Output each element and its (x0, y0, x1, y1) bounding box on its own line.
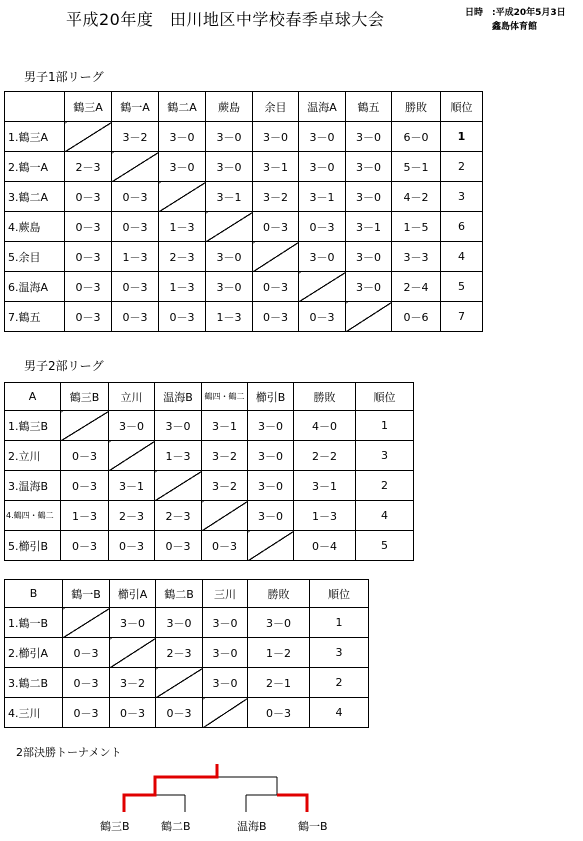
score-cell: 3－0 (346, 182, 392, 212)
column-header: 鶴五 (346, 92, 392, 122)
rank-cell: 7 (441, 302, 483, 332)
column-header: 鶴四・鶴二 (202, 383, 248, 411)
column-header: 順位 (356, 383, 414, 411)
score-cell: 3－1 (202, 411, 248, 441)
score-cell: 0－3 (253, 212, 299, 242)
rank-cell: 2 (356, 471, 414, 501)
score-cell: 2－3 (109, 501, 155, 531)
column-header: 勝敗 (294, 383, 356, 411)
column-header: 櫛引B (248, 383, 294, 411)
rank-cell: 3 (356, 441, 414, 471)
score-cell: 3－1 (299, 182, 346, 212)
score-cell: 2－3 (155, 501, 202, 531)
team-name: 3.鶴二B (5, 668, 63, 698)
score-cell: 0－3 (299, 212, 346, 242)
score-cell: 0－3 (253, 272, 299, 302)
corner-cell: B (5, 580, 63, 608)
team-name: 1.鶴一B (5, 608, 63, 638)
score-cell: 1－3 (159, 272, 206, 302)
column-header: 鶴一B (63, 580, 110, 608)
score-cell: 0－3 (159, 302, 206, 332)
score-cell: 3－0 (110, 608, 156, 638)
winner-path (124, 764, 307, 812)
score-cell: 3－0 (206, 122, 253, 152)
column-header: 勝敗 (248, 580, 310, 608)
score-cell: 3－0 (346, 272, 392, 302)
score-cell: 0－3 (65, 182, 112, 212)
score-cell: 3－1 (346, 212, 392, 242)
score-cell: 2－3 (65, 152, 112, 182)
score-cell: 3－2 (110, 668, 156, 698)
league2-heading: 男子2部リーグ (24, 359, 104, 373)
record-cell: 3－1 (294, 471, 356, 501)
score-cell: 1－3 (206, 302, 253, 332)
column-header: 鶴三A (65, 92, 112, 122)
score-cell: 0－3 (156, 698, 203, 728)
rank-cell: 3 (310, 638, 369, 668)
score-cell: 3－0 (206, 152, 253, 182)
rank-cell: 4 (310, 698, 369, 728)
score-cell: 3－0 (299, 122, 346, 152)
column-header: 鶴二B (156, 580, 203, 608)
record-cell: 1－5 (392, 212, 441, 242)
record-cell: 0－4 (294, 531, 356, 561)
column-header: 三川 (203, 580, 248, 608)
score-cell: 0－3 (65, 242, 112, 272)
score-cell: 0－3 (61, 531, 109, 561)
rank-cell: 1 (441, 122, 483, 152)
score-cell: 3－0 (248, 411, 294, 441)
team-name: 7.鶴五 (5, 302, 65, 332)
column-header: 櫛引A (110, 580, 156, 608)
score-cell: 1－3 (112, 242, 159, 272)
league1-heading: 男子1部リーグ (24, 70, 104, 84)
tournament-heading: 2部決勝トーナメント (16, 746, 122, 759)
score-cell: 3－0 (346, 122, 392, 152)
team-name: 4.鶴四・鶴二 (5, 501, 61, 531)
column-header: 鶴三B (61, 383, 109, 411)
record-cell: 0－3 (248, 698, 310, 728)
column-header: 鶴一A (112, 92, 159, 122)
rank-cell: 4 (356, 501, 414, 531)
score-cell: 3－1 (206, 182, 253, 212)
column-header: 温海A (299, 92, 346, 122)
column-header: 順位 (441, 92, 483, 122)
rank-cell: 4 (441, 242, 483, 272)
team-name: 2.櫛引A (5, 638, 63, 668)
bracket-player: 鶴一B (298, 820, 328, 833)
team-name: 5.櫛引B (5, 531, 61, 561)
score-cell: 0－3 (112, 212, 159, 242)
column-header: 温海B (155, 383, 202, 411)
record-cell: 6－0 (392, 122, 441, 152)
column-header: 勝敗 (392, 92, 441, 122)
score-cell: 0－3 (202, 531, 248, 561)
score-cell: 2－3 (156, 638, 203, 668)
score-cell: 0－3 (65, 302, 112, 332)
team-name: 1.鶴三B (5, 411, 61, 441)
score-cell: 0－3 (253, 302, 299, 332)
column-header: 鶴二A (159, 92, 206, 122)
rank-cell: 5 (441, 272, 483, 302)
team-name: 2.立川 (5, 441, 61, 471)
score-cell: 1－3 (159, 212, 206, 242)
team-name: 5.余目 (5, 242, 65, 272)
rank-cell: 1 (356, 411, 414, 441)
score-cell: 3－0 (203, 608, 248, 638)
score-cell: 0－3 (63, 638, 110, 668)
column-header: 余目 (253, 92, 299, 122)
event-date: 日時 :平成20年5月3日 (465, 8, 566, 18)
team-name: 1.鶴三A (5, 122, 65, 152)
record-cell: 2－1 (248, 668, 310, 698)
bracket-player: 温海B (237, 820, 267, 833)
rank-cell: 1 (310, 608, 369, 638)
score-cell: 0－3 (63, 698, 110, 728)
team-name: 4.三川 (5, 698, 63, 728)
score-cell: 2－3 (159, 242, 206, 272)
score-cell: 3－0 (156, 608, 203, 638)
record-cell: 4－0 (294, 411, 356, 441)
score-cell: 3－1 (109, 471, 155, 501)
score-cell: 0－3 (155, 531, 202, 561)
score-cell: 3－0 (248, 471, 294, 501)
team-name: 2.鶴一A (5, 152, 65, 182)
rank-cell: 3 (441, 182, 483, 212)
score-cell: 0－3 (112, 302, 159, 332)
record-cell: 1－3 (294, 501, 356, 531)
score-cell: 3－0 (155, 411, 202, 441)
score-cell: 3－0 (159, 122, 206, 152)
record-cell: 5－1 (392, 152, 441, 182)
record-cell: 4－2 (392, 182, 441, 212)
record-cell: 0－6 (392, 302, 441, 332)
team-name: 4.蕨島 (5, 212, 65, 242)
event-venue: 鑫島体育館 (492, 22, 538, 32)
score-cell: 0－3 (65, 272, 112, 302)
rank-cell: 5 (356, 531, 414, 561)
score-cell: 3－0 (248, 501, 294, 531)
score-cell: 3－0 (346, 242, 392, 272)
score-cell: 3－0 (346, 152, 392, 182)
column-header: 立川 (109, 383, 155, 411)
score-cell: 3－0 (109, 411, 155, 441)
record-cell: 3－3 (392, 242, 441, 272)
column-header: 順位 (310, 580, 369, 608)
score-cell: 3－0 (206, 242, 253, 272)
score-cell: 3－0 (299, 242, 346, 272)
score-cell: 3－0 (159, 152, 206, 182)
team-name: 3.温海B (5, 471, 61, 501)
team-name: 6.温海A (5, 272, 65, 302)
score-cell: 3－0 (203, 638, 248, 668)
score-cell: 3－2 (202, 441, 248, 471)
score-cell: 0－3 (112, 272, 159, 302)
record-cell: 1－2 (248, 638, 310, 668)
rank-cell: 2 (310, 668, 369, 698)
score-cell: 0－3 (109, 531, 155, 561)
score-cell: 3－2 (112, 122, 159, 152)
record-cell: 2－2 (294, 441, 356, 471)
column-header: 蕨島 (206, 92, 253, 122)
score-cell: 1－3 (155, 441, 202, 471)
score-cell: 0－3 (61, 441, 109, 471)
record-cell: 3－0 (248, 608, 310, 638)
corner-cell: A (5, 383, 61, 411)
team-name: 3.鶴二A (5, 182, 65, 212)
score-cell: 3－0 (203, 668, 248, 698)
score-cell: 0－3 (61, 471, 109, 501)
score-cell: 0－3 (63, 668, 110, 698)
rank-cell: 2 (441, 152, 483, 182)
score-cell: 3－0 (248, 441, 294, 471)
score-cell: 3－1 (253, 152, 299, 182)
page-title: 平成20年度 田川地区中学校春季卓球大会 (66, 10, 385, 29)
rank-cell: 6 (441, 212, 483, 242)
score-cell: 0－3 (110, 698, 156, 728)
score-cell: 3－0 (206, 272, 253, 302)
score-cell: 0－3 (112, 182, 159, 212)
score-cell: 0－3 (299, 302, 346, 332)
record-cell: 2－4 (392, 272, 441, 302)
score-cell: 0－3 (65, 212, 112, 242)
bracket-lines (155, 777, 277, 812)
score-cell: 1－3 (61, 501, 109, 531)
score-cell: 3－2 (202, 471, 248, 501)
score-cell: 3－0 (253, 122, 299, 152)
score-cell: 3－2 (253, 182, 299, 212)
bracket-player: 鶴二B (161, 820, 191, 833)
bracket-player: 鶴三B (100, 820, 130, 833)
score-cell: 3－0 (299, 152, 346, 182)
